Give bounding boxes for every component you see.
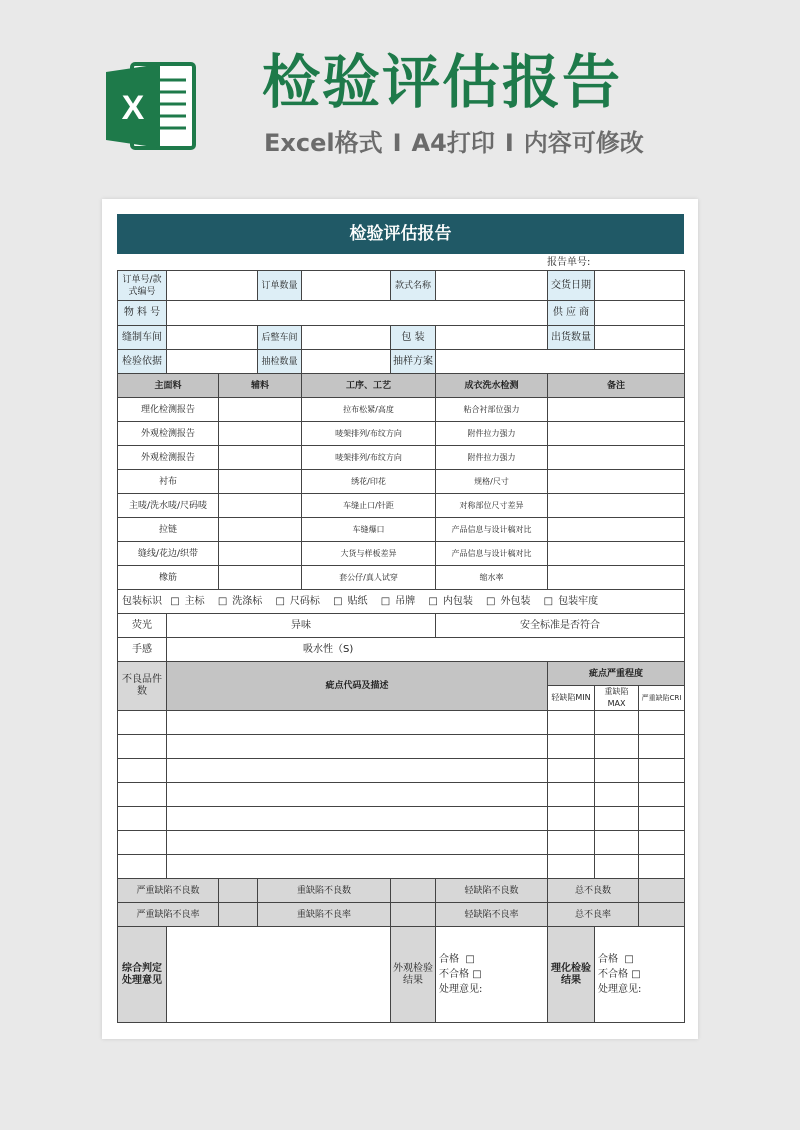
header-accessories: 辅料 (219, 374, 302, 398)
check-remark[interactable] (548, 446, 685, 470)
packing-label: 包 装 (391, 326, 436, 350)
check-row (118, 566, 685, 590)
info-row (118, 271, 685, 301)
odor-label: 异味 (167, 614, 436, 638)
packaging-option[interactable]: □ 内包装 (428, 595, 473, 607)
defect-row (118, 735, 685, 759)
physical-result-options (595, 927, 685, 1023)
defect-row (118, 831, 685, 855)
defect-cri-cell[interactable] (639, 735, 685, 759)
inspection-basis-label: 检验依据 (118, 350, 167, 374)
check-remark[interactable] (548, 470, 685, 494)
order-qty-value[interactable] (302, 271, 391, 301)
check-row (118, 470, 685, 494)
defect-row (118, 783, 685, 807)
defect-min-cell[interactable] (548, 807, 595, 831)
check-process: 车缝爆口 (302, 518, 436, 542)
check-process: 套公仔/真人试穿 (302, 566, 436, 590)
check-main: 理化检测报告 (118, 398, 219, 422)
physical-fail[interactable]: 不合格 □ (598, 969, 641, 980)
defect-row (118, 807, 685, 831)
sampling-plan-value[interactable] (436, 350, 685, 374)
defect-cri-cell[interactable] (639, 711, 685, 735)
finishing-workshop-label: 后整车间 (258, 326, 302, 350)
minor-rate-label: 轻缺陷不良率 (436, 903, 548, 927)
summary-rate-row (118, 903, 685, 927)
inspection-table (117, 270, 685, 1023)
defect-max-cell[interactable] (595, 807, 639, 831)
defect-count-label: 不良品件数 (118, 662, 167, 711)
sewing-workshop-value[interactable] (167, 326, 258, 350)
check-wash: 产品信息与设计稿对比 (436, 518, 548, 542)
subtitle-format: Excel格式 (264, 129, 383, 157)
defect-max-cell[interactable] (595, 783, 639, 807)
style-name-label: 款式名称 (391, 271, 436, 301)
defect-max-cell[interactable] (595, 855, 639, 879)
subtitle-editable: 内容可修改 (523, 129, 644, 157)
critical-rate-label: 严重缺陷不良率 (118, 903, 219, 927)
defect-desc-cell[interactable] (167, 759, 548, 783)
check-accessory[interactable] (219, 422, 302, 446)
check-process: 大货与样板差异 (302, 542, 436, 566)
check-process: 拉布松紧/高度 (302, 398, 436, 422)
defect-count-cell[interactable] (118, 711, 167, 735)
material-no-label: 物 料 号 (118, 301, 167, 326)
severity-max: 重缺陷MAX (595, 686, 639, 711)
severity-label: 疵点严重程度 (548, 662, 685, 686)
visual-result-label: 外观检验结果 (391, 927, 436, 1023)
check-process: 绣花/印花 (302, 470, 436, 494)
inspection-basis-value[interactable] (167, 350, 258, 374)
defect-max-cell[interactable] (595, 831, 639, 855)
packaging-option[interactable]: □ 主标 (170, 595, 205, 607)
visual-pass[interactable]: 合格 □ (439, 954, 475, 965)
defect-count-cell[interactable] (118, 783, 167, 807)
check-accessory[interactable] (219, 542, 302, 566)
check-wash: 缩水率 (436, 566, 548, 590)
packaging-options (118, 590, 685, 614)
check-row (118, 398, 685, 422)
sheet-banner: 检验评估报告 (117, 214, 684, 254)
packaging-option[interactable]: □ 外包装 (486, 595, 531, 607)
visual-fail[interactable]: 不合格 □ (439, 969, 482, 980)
check-remark[interactable] (548, 542, 685, 566)
material-no-value[interactable] (167, 301, 548, 326)
defect-cri-cell[interactable] (639, 759, 685, 783)
check-accessory[interactable] (219, 446, 302, 470)
defect-row (118, 855, 685, 879)
check-main: 衬布 (118, 470, 219, 494)
packaging-option[interactable]: □ 包装牢度 (543, 595, 599, 607)
delivery-date-label: 交货日期 (548, 271, 595, 301)
supplier-value[interactable] (595, 301, 685, 326)
total-count-value[interactable] (639, 879, 685, 903)
check-wash: 规格/尺寸 (436, 470, 548, 494)
sampling-plan-label: 抽样方案 (391, 350, 436, 374)
excel-logo-svg (100, 56, 200, 156)
minor-count-label: 轻缺陷不良数 (436, 879, 548, 903)
defect-cri-cell[interactable] (639, 807, 685, 831)
defect-min-cell[interactable] (548, 759, 595, 783)
defect-code-label: 疵点代码及描述 (167, 662, 548, 711)
defect-desc-cell[interactable] (167, 807, 548, 831)
major-rate-value[interactable] (391, 903, 436, 927)
packaging-option[interactable]: □ 吊牌 (380, 595, 416, 607)
major-count-label: 重缺陷不良数 (258, 879, 391, 903)
severity-min: 轻缺陷MIN (548, 686, 595, 711)
defect-desc-cell[interactable] (167, 735, 548, 759)
header-wash-test: 成衣洗水检测 (436, 374, 548, 398)
defect-row (118, 759, 685, 783)
check-row (118, 422, 685, 446)
visual-opinion: 处理意见: (439, 984, 483, 995)
defect-min-cell[interactable] (548, 855, 595, 879)
hand-feel-label: 手感 (118, 638, 167, 662)
check-accessory[interactable] (219, 398, 302, 422)
final-judgment-value[interactable] (167, 927, 391, 1023)
header-remarks: 备注 (548, 374, 685, 398)
check-wash: 附件拉力强力 (436, 446, 548, 470)
check-row (118, 518, 685, 542)
header-main-fabric: 主面料 (118, 374, 219, 398)
check-row (118, 494, 685, 518)
check-accessory[interactable] (219, 470, 302, 494)
absorbency-label: 吸水性（S) (167, 638, 685, 662)
check-remark[interactable] (548, 518, 685, 542)
packaging-row (118, 590, 685, 614)
info-row (118, 326, 685, 350)
defect-header-row (118, 662, 685, 686)
check-main: 外观检测报告 (118, 446, 219, 470)
defect-count-cell[interactable] (118, 831, 167, 855)
sample-qty-label: 抽检数量 (258, 350, 302, 374)
finishing-workshop-value[interactable] (302, 326, 391, 350)
check-row (118, 542, 685, 566)
check-remark[interactable] (548, 398, 685, 422)
physical-result-label: 理化检验结果 (548, 927, 595, 1023)
defect-count-cell[interactable] (118, 855, 167, 879)
packaging-option[interactable]: □ 洗涤标 (217, 595, 263, 607)
check-remark[interactable] (548, 566, 685, 590)
visual-result-options (436, 927, 548, 1023)
check-row (118, 446, 685, 470)
check-wash: 粘合衬部位强力 (436, 398, 548, 422)
info-row (118, 301, 685, 326)
check-accessory[interactable] (219, 566, 302, 590)
severity-cri: 严重缺陷CRI (639, 686, 685, 711)
defect-min-cell[interactable] (548, 711, 595, 735)
major-rate-label: 重缺陷不良率 (258, 903, 391, 927)
check-wash: 附件拉力强力 (436, 422, 548, 446)
judgment-row (118, 927, 685, 1023)
order-no-label: 订单号/款式编号 (118, 271, 167, 301)
logo-letter: X (121, 89, 145, 127)
defect-min-cell[interactable] (548, 735, 595, 759)
critical-rate-value[interactable] (219, 903, 258, 927)
defect-count-cell[interactable] (118, 735, 167, 759)
page-title: 检验评估报告 (262, 48, 623, 116)
shipment-qty-value[interactable] (595, 326, 685, 350)
order-qty-label: 订单数量 (258, 271, 302, 301)
defect-cri-cell[interactable] (639, 855, 685, 879)
packaging-option[interactable]: □ 贴纸 (333, 595, 368, 607)
shipment-qty-label: 出货数量 (548, 326, 595, 350)
defect-count-cell[interactable] (118, 759, 167, 783)
check-process: 车缝止口/针距 (302, 494, 436, 518)
check-accessory[interactable] (219, 494, 302, 518)
check-process: 唛架排列/布纹方向 (302, 446, 436, 470)
supplier-label: 供 应 商 (548, 301, 595, 326)
defect-count-cell[interactable] (118, 807, 167, 831)
sample-qty-value[interactable] (302, 350, 391, 374)
critical-count-label: 严重缺陷不良数 (118, 879, 219, 903)
defect-desc-cell[interactable] (167, 711, 548, 735)
fluorescence-label: 荧光 (118, 614, 167, 638)
sewing-workshop-label: 缝制车间 (118, 326, 167, 350)
subtitle-print: A4打印 (411, 129, 495, 157)
check-wash: 对称部位尺寸差异 (436, 494, 548, 518)
packaging-label: 包装标识 (122, 595, 162, 607)
defect-max-cell[interactable] (595, 735, 639, 759)
info-row (118, 350, 685, 374)
critical-count-value[interactable] (219, 879, 258, 903)
defect-desc-cell[interactable] (167, 831, 548, 855)
major-count-value[interactable] (391, 879, 436, 903)
check-main: 主唛/洗水唛/尺码唛 (118, 494, 219, 518)
subtitle-separator: I (504, 129, 514, 157)
physical-opinion: 处理意见: (598, 984, 642, 995)
packing-value[interactable] (436, 326, 548, 350)
defect-min-cell[interactable] (548, 831, 595, 855)
page-subtitle (264, 126, 644, 160)
defect-cri-cell[interactable] (639, 783, 685, 807)
check-remark[interactable] (548, 422, 685, 446)
defect-desc-cell[interactable] (167, 855, 548, 879)
check-process: 唛架排列/布纹方向 (302, 422, 436, 446)
final-judgment-label: 综合判定处理意见 (118, 927, 167, 1023)
check-header-row (118, 374, 685, 398)
packaging-option[interactable]: □ 尺码标 (275, 595, 320, 607)
check-main: 拉链 (118, 518, 219, 542)
summary-count-row (118, 879, 685, 903)
style-name-value[interactable] (436, 271, 548, 301)
header-process: 工序、工艺 (302, 374, 436, 398)
excel-logo-icon (100, 56, 200, 156)
total-count-label: 总不良数 (548, 879, 639, 903)
report-number-label: 报告单号: (547, 257, 591, 268)
defect-max-cell[interactable] (595, 759, 639, 783)
defect-row (118, 711, 685, 735)
hand-feel-row (118, 638, 685, 662)
defect-desc-cell[interactable] (167, 783, 548, 807)
delivery-date-value[interactable] (595, 271, 685, 301)
check-main: 外观检测报告 (118, 422, 219, 446)
check-remark[interactable] (548, 494, 685, 518)
page-header (0, 0, 800, 190)
total-rate-label: 总不良率 (548, 903, 639, 927)
check-accessory[interactable] (219, 518, 302, 542)
order-no-value[interactable] (167, 271, 258, 301)
defect-min-cell[interactable] (548, 783, 595, 807)
physical-pass[interactable]: 合格 □ (598, 954, 634, 965)
defect-max-cell[interactable] (595, 711, 639, 735)
subtitle-separator: I (392, 129, 402, 157)
check-main: 缝线/花边/织带 (118, 542, 219, 566)
check-wash: 产品信息与设计稿对比 (436, 542, 548, 566)
defect-cri-cell[interactable] (639, 831, 685, 855)
check-main: 橡筋 (118, 566, 219, 590)
total-rate-value[interactable] (639, 903, 685, 927)
safety-standard-label: 安全标准是否符合 (436, 614, 685, 638)
fluorescence-row (118, 614, 685, 638)
